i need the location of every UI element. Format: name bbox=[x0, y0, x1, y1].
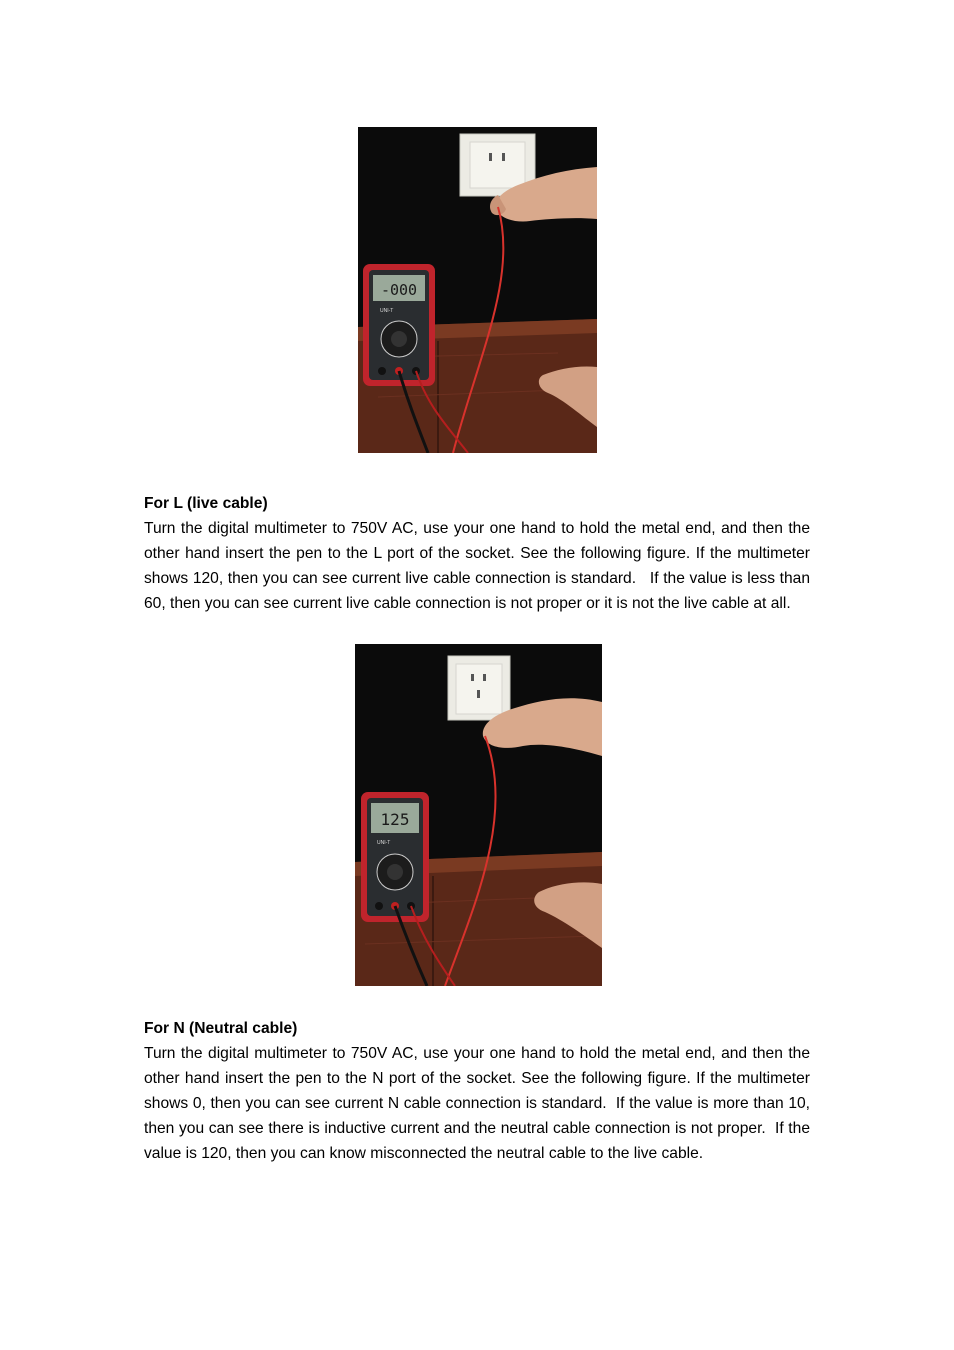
multimeter-photo-2 bbox=[355, 644, 602, 986]
multimeter-photo-1 bbox=[358, 127, 597, 453]
section-heading-live: For L (live cable) bbox=[144, 495, 268, 512]
svg-text:UNI-T: UNI-T bbox=[377, 840, 391, 846]
svg-text:UNI-T: UNI-T bbox=[380, 308, 394, 314]
section-body-live: Turn the digital multimeter to 750V AC, use your one hand to hold the metal end, and then the other hand insert the pen to the L port of the socket. See the following figure. If the multimeter shows 120, then you can see current live cable connection is standard. If the value is less than 60, then you can see current live cable connection is not proper or it is not the live cable at all. bbox=[144, 520, 810, 612]
display-reading: -000 bbox=[380, 281, 418, 299]
section-heading-neutral: For N (Neutral cable) bbox=[144, 1020, 298, 1037]
section-body-neutral: Turn the digital multimeter to 750V AC, use your one hand to hold the metal end, and then the other hand insert the pen to the N port of the socket. See the following figure. If the multimeter shows 0, then you can see current N cable connection is standard. If the value is more than 10, then you can see there is inductive current and the neutral cable connection is not proper. If the value is 120, then you can know misconnected the neutral cable to the live cable. bbox=[144, 1045, 810, 1162]
display-reading: 125 bbox=[380, 810, 410, 829]
section-neutral-cable bbox=[144, 1016, 810, 1166]
section-live-cable bbox=[144, 491, 810, 616]
